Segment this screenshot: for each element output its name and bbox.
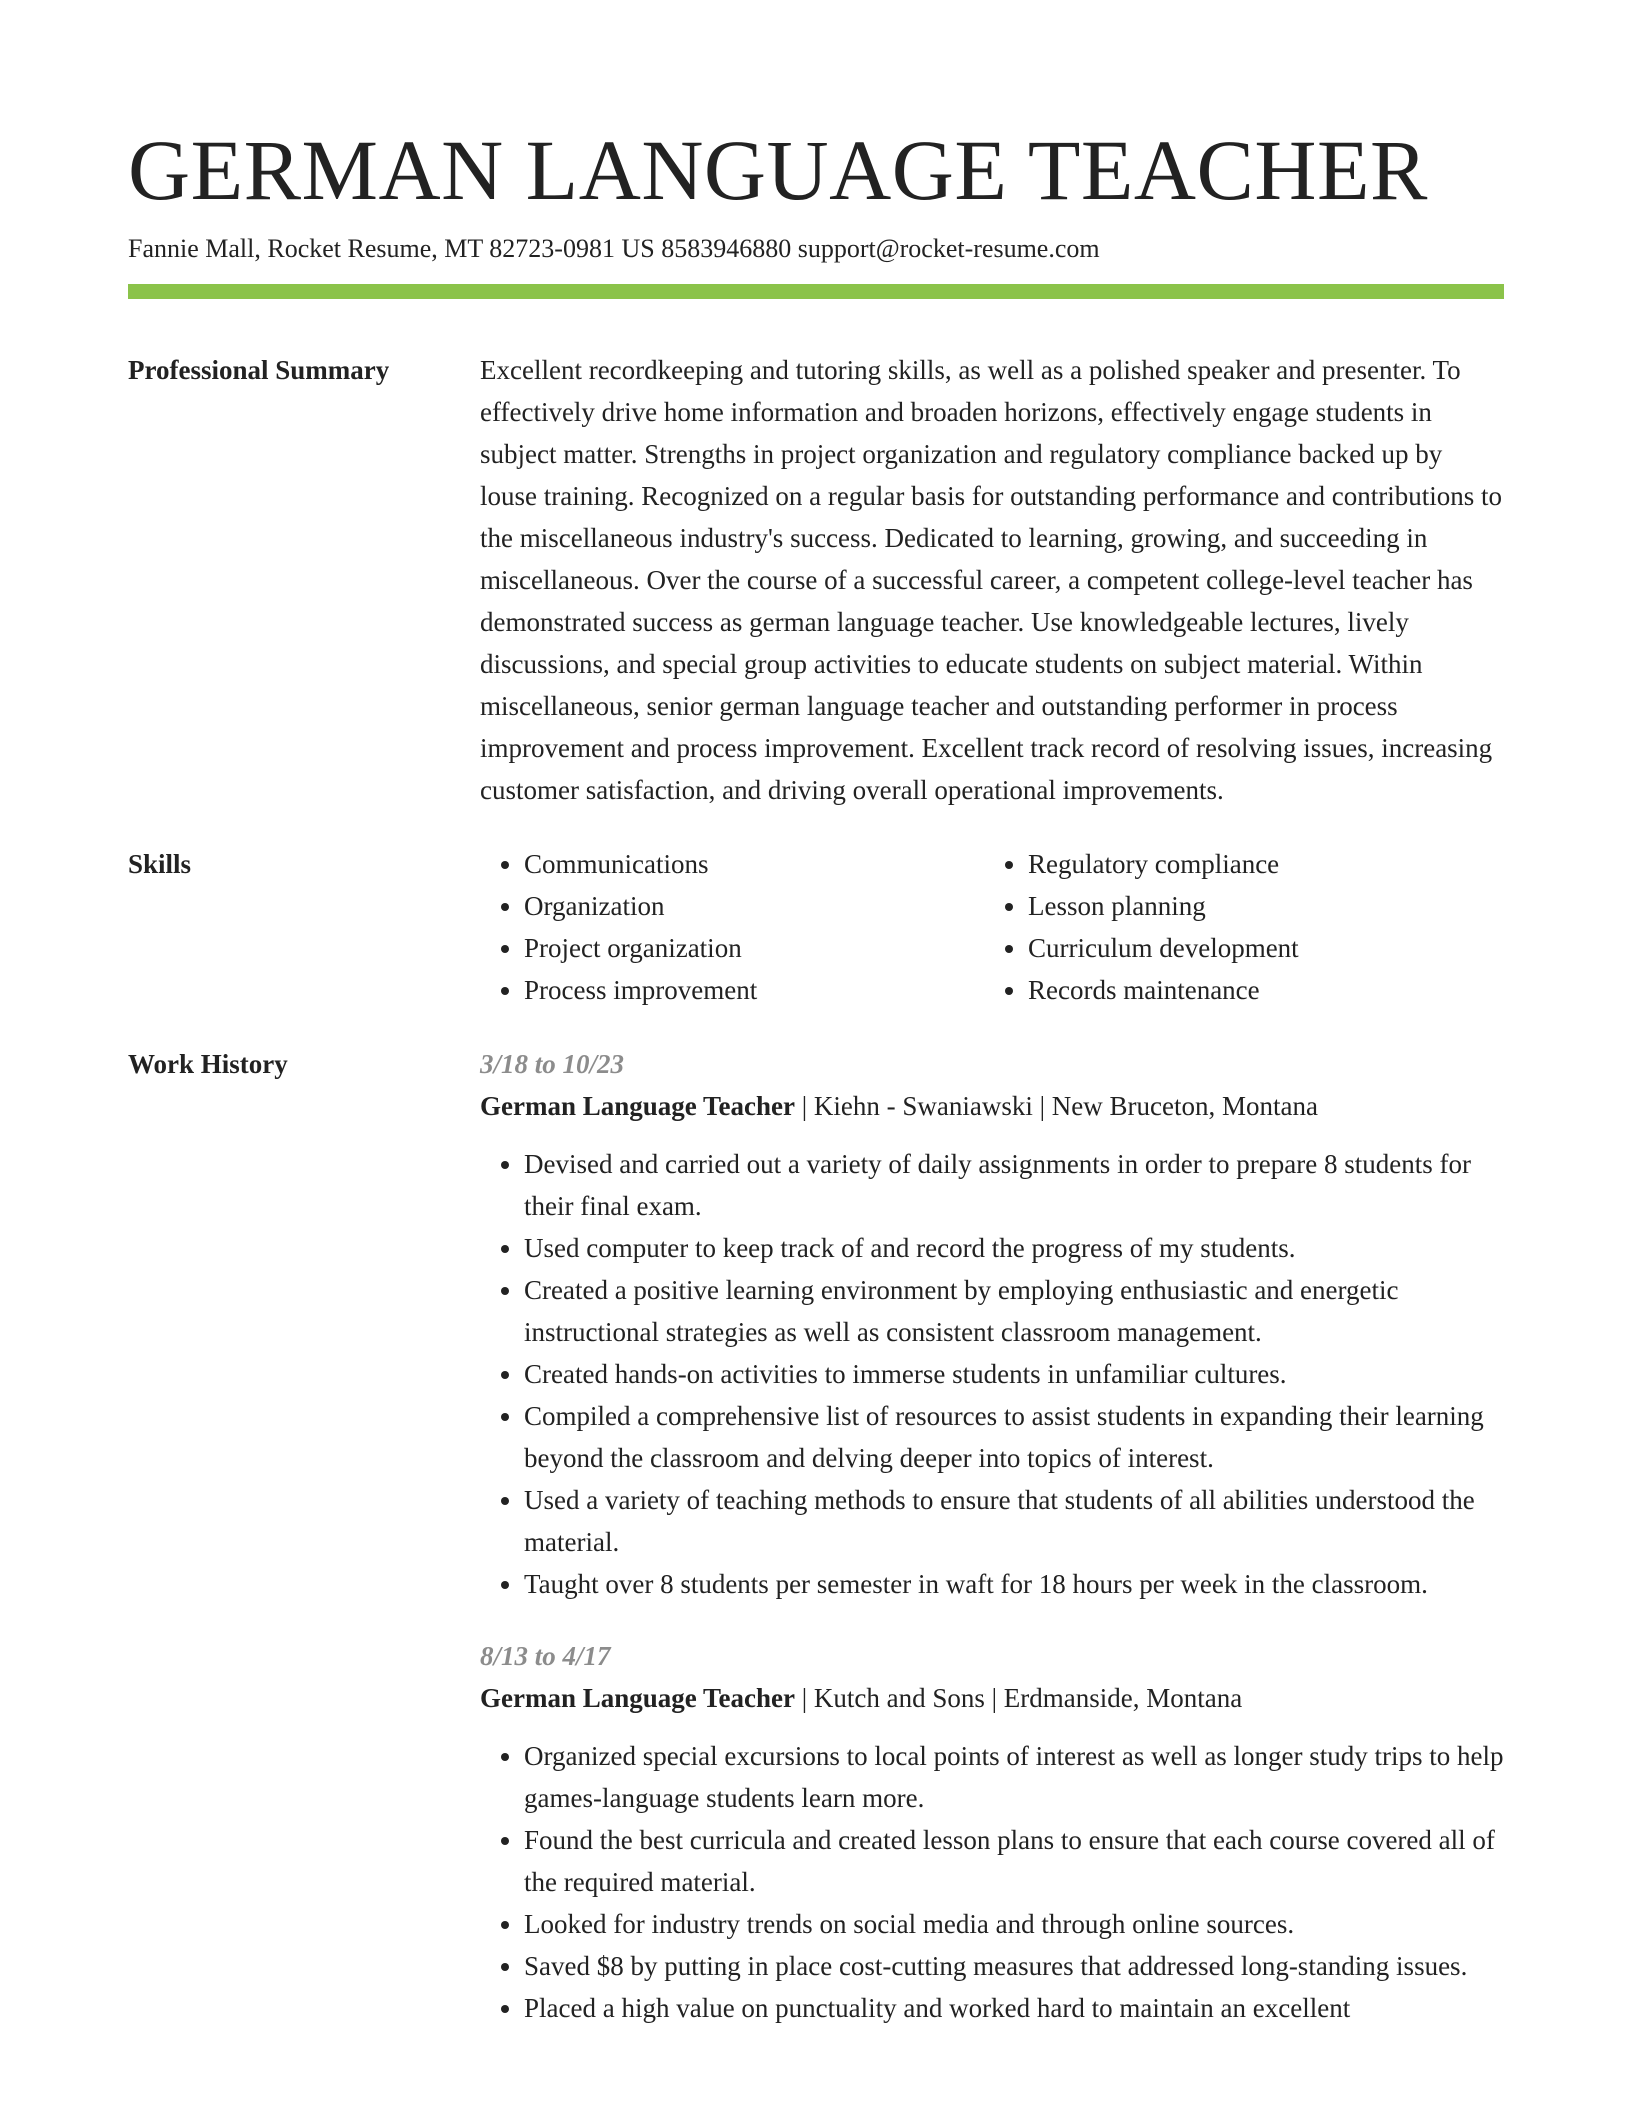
job-heading	[480, 1085, 1504, 1127]
candidate-name: GERMAN LANGUAGE TEACHER	[128, 122, 1428, 218]
job-dates: 3/18 to 10/23	[480, 1049, 625, 1079]
section-title-work-history: Work History	[128, 1049, 288, 1079]
job-bullet: • Placed a high value on punctuality and worked hard to maintain an excellent	[524, 1987, 1504, 2029]
resume-page	[128, 0, 1504, 2059]
summary-section	[128, 349, 1504, 811]
skill-item: • Project organization	[524, 927, 984, 969]
summary-body	[480, 349, 1504, 811]
job-bullet: • Devised and carried out a variety of daily assignments in order to prepare 8 students for their final exam.	[524, 1143, 1504, 1227]
skills-list-left	[480, 843, 984, 1011]
skill-item: • Lesson planning	[1028, 885, 1488, 927]
job-employer-location: | Kiehn - Swaniawski | New Bruceton, Montana	[795, 1091, 1318, 1121]
skill-item: • Curriculum development	[1028, 927, 1488, 969]
job-dates: 8/13 to 4/17	[480, 1641, 611, 1671]
summary-text: Excellent recordkeeping and tutoring skills, as well as a polished speaker and presenter. To effectively drive home information and broaden horizons, effectively engage students in subject matter. Strengths in project organization and regulatory compliance backed up by louse training. Recognized on a regular basis for outstanding performance and contributions to the miscellaneous industry's success. Dedicated to learning, growing, and succeeding in miscellaneous. Over the course of a successful career, a competent college-level teacher has demonstrated success as german language teacher. Use knowledgeable lectures, lively discussions, and special group activities to educate students on subject material. Within miscellaneous, senior german language teacher and outstanding performer in process improvement and process improvement. Excellent track record of resolving issues, increasing customer satisfaction, and driving overall operational improvements.	[480, 355, 1502, 805]
job-title: German Language Teacher	[480, 1091, 795, 1121]
skill-item: • Organization	[524, 885, 984, 927]
job-bullet: • Saved $8 by putting in place cost-cutting measures that addressed long-standing issues.	[524, 1945, 1504, 1987]
skill-item: • Process improvement	[524, 969, 984, 1011]
job-entry	[480, 1043, 1504, 1605]
skill-item: • Communications	[524, 843, 984, 885]
job-entry	[480, 1635, 1504, 2029]
skills-section	[128, 843, 1504, 1011]
job-bullet: • Created hands-on activities to immerse students in unfamiliar cultures.	[524, 1353, 1504, 1395]
skills-grid	[480, 843, 1504, 1011]
job-bullet: • Used a variety of teaching methods to ensure that students of all abilities understood the material.	[524, 1479, 1504, 1563]
skill-item: • Regulatory compliance	[1028, 843, 1488, 885]
job-bullet: • Created a positive learning environment by employing enthusiastic and energetic instructional strategies as well as consistent classroom management.	[524, 1269, 1504, 1353]
skill-item: • Records maintenance	[1028, 969, 1488, 1011]
job-employer-location: | Kutch and Sons | Erdmanside, Montana	[795, 1683, 1243, 1713]
job-bullet: • Used computer to keep track of and record the progress of my students.	[524, 1227, 1504, 1269]
work-history-body	[480, 1043, 1504, 2059]
job-heading	[480, 1677, 1504, 1719]
job-bullet: • Found the best curricula and created lesson plans to ensure that each course covered all of the required material.	[524, 1819, 1504, 1903]
job-bullet: • Compiled a comprehensive list of resources to assist students in expanding their learning beyond the classroom and delving deeper into topics of interest.	[524, 1395, 1504, 1479]
work-history-section	[128, 1043, 1504, 2059]
skills-list-right	[984, 843, 1488, 1011]
contact-info: Fannie Mall, Rocket Resume, MT 82723-0981 US 8583946880 support@rocket-resume.com	[128, 234, 1100, 263]
job-title: German Language Teacher	[480, 1683, 795, 1713]
header-accent-rule	[128, 284, 1504, 299]
section-title-summary: Professional Summary	[128, 355, 390, 385]
job-bullet: • Looked for industry trends on social media and through online sources.	[524, 1903, 1504, 1945]
job-bullet: • Organized special excursions to local points of interest as well as longer study trips to help games-language students learn more.	[524, 1735, 1504, 1819]
job-bullets	[480, 1735, 1504, 2029]
job-bullet: • Taught over 8 students per semester in waft for 18 hours per week in the classroom.	[524, 1563, 1504, 1605]
job-bullets	[480, 1143, 1504, 1605]
section-title-skills: Skills	[128, 849, 192, 879]
